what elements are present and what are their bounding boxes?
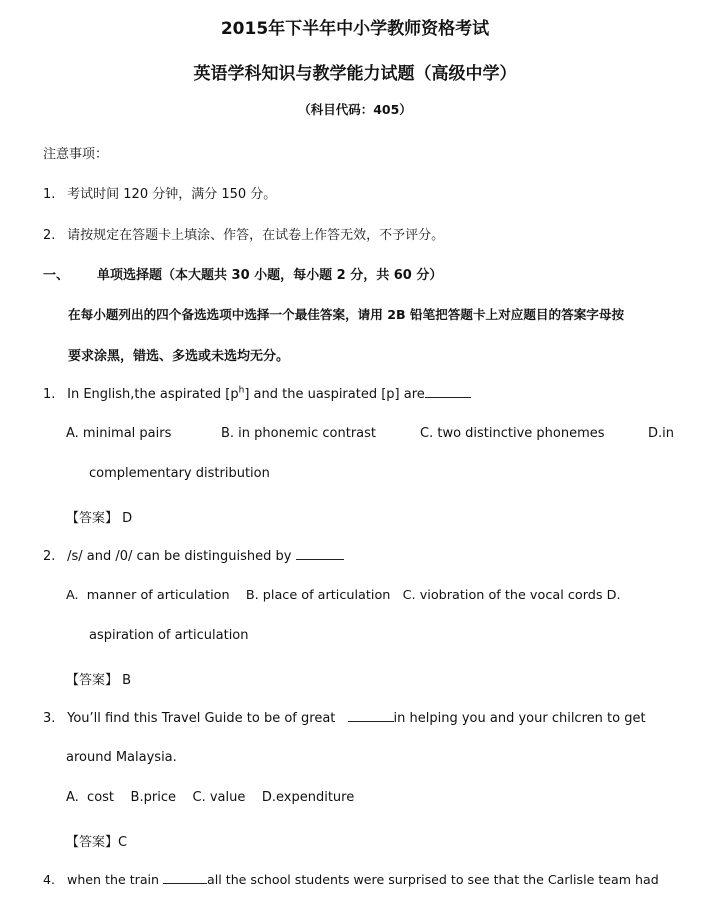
notice-heading: 注意事项： — [43, 147, 109, 162]
question-4-stem — [43, 871, 659, 887]
section-instruction: 在每小题列出的四个备选选项中选择一个最佳答案，请用 2B 铅笔把答题卡上对应题目的答案字母按 — [68, 307, 625, 322]
section-number: 一、 — [43, 268, 70, 283]
answer-blank — [296, 547, 344, 560]
notice-item — [43, 224, 444, 243]
section-title: 单项选择题（本大题共 30 小题，每小题 2 分，共 60 分） — [97, 268, 443, 283]
section-instruction: 要求涂黑，错选、多选或未选均无分。 — [68, 349, 290, 364]
question-text: In English,the aspirated [p — [67, 387, 239, 402]
question-text: all the school students were surprised to see that the Carlisle team had — [207, 872, 659, 887]
question-text: in helping you and your chilcren to get — [393, 711, 646, 726]
question-number: 2. — [43, 549, 56, 564]
question-1-answer: 【答案】 D — [66, 511, 133, 526]
notice-item-number: 1. — [43, 187, 56, 202]
superscript: h — [238, 385, 245, 396]
notice-item-text: 请按规定在答题卡上填涂、作答，在试卷上作答无效，不予评分。 — [67, 228, 445, 243]
question-number: 4. — [43, 872, 56, 887]
question-1-option-c: C. two distinctive phonemes — [420, 426, 605, 441]
answer-blank — [348, 709, 394, 722]
answer-blank — [425, 385, 471, 398]
question-3-stem-continued: around Malaysia. — [66, 750, 177, 765]
question-text: ] and the uaspirated [p] are — [244, 387, 425, 402]
exam-title: 2015年下半年中小学教师资格考试 — [220, 19, 490, 39]
question-1-option-d: D.in — [648, 426, 674, 441]
question-text: You’ll find this Travel Guide to be of great — [67, 711, 336, 726]
notice-item-text: 考试时间 120 分钟，满分 150 分。 — [67, 187, 277, 202]
question-3-options: A. cost B.price C. value D.expenditure — [66, 790, 355, 805]
question-text: /s/ and /0/ can be distinguished by — [67, 549, 292, 564]
notice-item-number: 2. — [43, 228, 56, 243]
notice-item — [43, 183, 276, 202]
question-number: 3. — [43, 711, 56, 726]
question-1-option-a: A. minimal pairs — [66, 426, 172, 441]
answer-blank — [163, 871, 207, 884]
question-1-option-continued: complementary distribution — [89, 466, 270, 481]
question-2-answer: 【答案】 B — [66, 673, 132, 688]
question-3-stem — [43, 709, 646, 726]
question-2-options: A. manner of articulation B. place of articulation C. viobration of the vocal cords D. — [66, 588, 621, 603]
question-text: when the train — [67, 872, 160, 887]
subject-code: （科目代码：405） — [298, 102, 412, 117]
question-3-answer: 【答案】C — [66, 835, 128, 850]
question-1-option-b: B. in phonemic contrast — [221, 426, 377, 441]
question-1-stem — [43, 385, 471, 402]
question-number: 1. — [43, 387, 56, 402]
exam-subtitle: 英语学科知识与教学能力试题（高级中学） — [193, 64, 517, 84]
question-2-stem — [43, 547, 344, 564]
question-2-option-continued: aspiration of articulation — [89, 628, 249, 643]
